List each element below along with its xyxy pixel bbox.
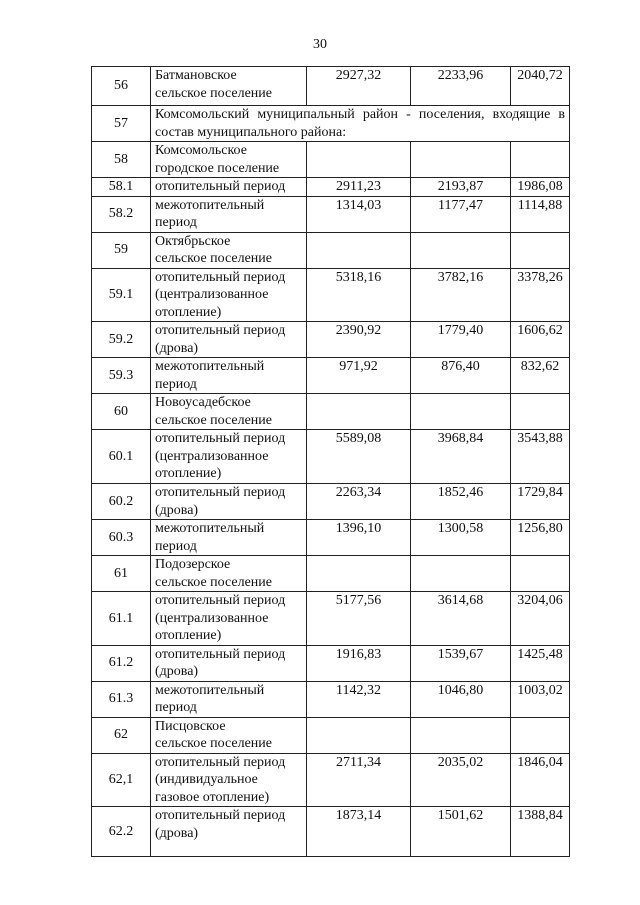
value-1: 2263,34: [307, 484, 411, 520]
value-1: 1314,03: [307, 196, 411, 232]
table-row: [92, 178, 570, 197]
value-2: [411, 394, 511, 430]
table-row: [92, 556, 570, 592]
value-2: 1539,67: [411, 645, 511, 681]
table-row: [92, 358, 570, 394]
value-3: 3378,26: [511, 268, 570, 322]
row-number: 58: [92, 142, 151, 178]
value-2: [411, 232, 511, 268]
table-row: [92, 484, 570, 520]
value-2: 876,40: [411, 358, 511, 394]
row-number: 59: [92, 232, 151, 268]
row-number: 61.3: [92, 681, 151, 717]
row-name: отопительный период (дрова): [151, 484, 307, 520]
value-1: 1873,14: [307, 807, 411, 857]
value-1: 1916,83: [307, 645, 411, 681]
value-1: [307, 142, 411, 178]
value-2: [411, 142, 511, 178]
value-3: 832,62: [511, 358, 570, 394]
row-name: отопительный период (централизованное отопление): [151, 592, 307, 646]
value-3: 1606,62: [511, 322, 570, 358]
value-1: 1396,10: [307, 520, 411, 556]
value-1: [307, 232, 411, 268]
value-1: 5318,16: [307, 268, 411, 322]
value-3: 1114,88: [511, 196, 570, 232]
table-row: [92, 753, 570, 807]
section-heading: Комсомольский муниципальный район - поселения, входящие в состав муниципального района:: [151, 106, 570, 142]
row-number: 59.2: [92, 322, 151, 358]
value-3: 3204,06: [511, 592, 570, 646]
value-2: 3968,84: [411, 430, 511, 484]
row-name: Подозерское сельское поселение: [151, 556, 307, 592]
page-number: 30: [313, 37, 327, 52]
value-2: 3782,16: [411, 268, 511, 322]
value-3: 2040,72: [511, 67, 570, 106]
row-number: 60.2: [92, 484, 151, 520]
value-2: 2193,87: [411, 178, 511, 197]
row-name: межотопительный период: [151, 520, 307, 556]
row-name: Писцовское сельское поселение: [151, 717, 307, 753]
table-row: [92, 717, 570, 753]
value-1: [307, 556, 411, 592]
table-row: [92, 196, 570, 232]
table-row: [92, 106, 570, 142]
table-row: [92, 394, 570, 430]
value-3: 1388,84: [511, 807, 570, 857]
row-number: 59.3: [92, 358, 151, 394]
row-name: отопительный период: [151, 178, 307, 197]
row-name: межотопительный период: [151, 681, 307, 717]
value-2: 1852,46: [411, 484, 511, 520]
row-number: 61: [92, 556, 151, 592]
row-number: 61.2: [92, 645, 151, 681]
value-1: 2911,23: [307, 178, 411, 197]
value-1: 1142,32: [307, 681, 411, 717]
table-row: [92, 520, 570, 556]
row-number: 62.2: [92, 807, 151, 857]
value-1: 971,92: [307, 358, 411, 394]
value-1: 2390,92: [307, 322, 411, 358]
value-3: 1846,04: [511, 753, 570, 807]
value-3: [511, 556, 570, 592]
value-2: 2035,02: [411, 753, 511, 807]
row-name: межотопительный период: [151, 196, 307, 232]
row-number: 60: [92, 394, 151, 430]
table-row: [92, 268, 570, 322]
row-name: Октябрьское сельское поселение: [151, 232, 307, 268]
value-3: [511, 232, 570, 268]
value-1: 2711,34: [307, 753, 411, 807]
table-row: [92, 807, 570, 857]
row-number: 58.1: [92, 178, 151, 197]
value-2: 1501,62: [411, 807, 511, 857]
table-row: [92, 322, 570, 358]
value-3: 1256,80: [511, 520, 570, 556]
value-3: 3543,88: [511, 430, 570, 484]
value-2: 3614,68: [411, 592, 511, 646]
row-number: 62,1: [92, 753, 151, 807]
table-row: [92, 232, 570, 268]
row-name: отопительный период (дрова): [151, 807, 307, 857]
value-2: [411, 717, 511, 753]
value-3: [511, 717, 570, 753]
value-2: 2233,96: [411, 67, 511, 106]
row-name: Комсомольское городское поселение: [151, 142, 307, 178]
value-1: 5177,56: [307, 592, 411, 646]
value-2: 1300,58: [411, 520, 511, 556]
table-row: [92, 142, 570, 178]
row-number: 60.3: [92, 520, 151, 556]
table-row: [92, 592, 570, 646]
value-3: [511, 142, 570, 178]
row-name: межотопительный период: [151, 358, 307, 394]
row-name: отопительный период (дрова): [151, 322, 307, 358]
value-1: 5589,08: [307, 430, 411, 484]
value-1: [307, 717, 411, 753]
table-row: [92, 645, 570, 681]
row-number: 59.1: [92, 268, 151, 322]
value-3: 1986,08: [511, 178, 570, 197]
value-2: 1779,40: [411, 322, 511, 358]
row-name: отопительный период (централизованное отопление): [151, 268, 307, 322]
row-number: 60.1: [92, 430, 151, 484]
value-1: [307, 394, 411, 430]
table-row: [92, 67, 570, 106]
value-1: 2927,32: [307, 67, 411, 106]
value-3: 1003,02: [511, 681, 570, 717]
row-name: отопительный период (индивидуальное газовое отопление): [151, 753, 307, 807]
value-3: 1729,84: [511, 484, 570, 520]
row-name: отопительный период (централизованное отопление): [151, 430, 307, 484]
value-3: [511, 394, 570, 430]
row-number: 61.1: [92, 592, 151, 646]
row-name: отопительный период (дрова): [151, 645, 307, 681]
value-2: 1046,80: [411, 681, 511, 717]
value-2: [411, 556, 511, 592]
table-row: [92, 430, 570, 484]
row-number: 56: [92, 67, 151, 106]
value-3: 1425,48: [511, 645, 570, 681]
row-number: 58.2: [92, 196, 151, 232]
tariff-table: [91, 66, 570, 857]
table-row: [92, 681, 570, 717]
value-2: 1177,47: [411, 196, 511, 232]
row-name: Батмановское сельское поселение: [151, 67, 307, 106]
row-number: 57: [92, 106, 151, 142]
row-name: Новоусадебское сельское поселение: [151, 394, 307, 430]
row-number: 62: [92, 717, 151, 753]
